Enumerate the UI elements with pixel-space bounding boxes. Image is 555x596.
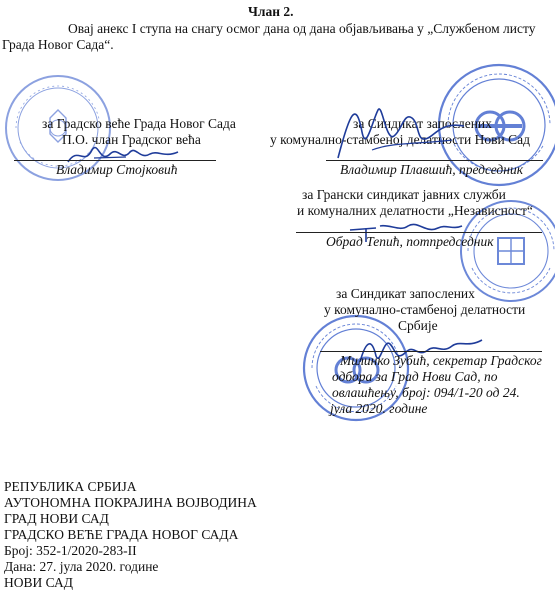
- branch-union-role: и комуналних делатности „Независност“: [297, 203, 533, 218]
- union-serbia-signer-line3: овлашћењу, број: 094/1-20 од 24.: [332, 385, 520, 400]
- footer-council: ГРАДСКО ВЕЋЕ ГРАДА НОВОГ САДА: [4, 527, 239, 542]
- union-serbia-signer-line2: одбора за Град Нови Сад, по: [332, 369, 498, 384]
- article-heading: Члан 2.: [248, 4, 294, 19]
- union-serbia-role: у комунално-стамбеној делатности: [324, 302, 526, 317]
- union-communal-signer: Владимир Плавшић, председник: [340, 162, 524, 177]
- branch-union-label: за Грански синдикат јавних служби: [302, 187, 506, 202]
- city-council-signer: Владимир Стојковић: [56, 162, 178, 177]
- union-serbia-signature-line: [320, 351, 542, 352]
- article-paragraph-line1: Овај анекс I ступа на снагу осмог дана од дана објављивања у „Службеном листу: [68, 21, 536, 36]
- city-council-role: П.О. члан Градског већа: [62, 132, 201, 147]
- city-council-label: за Градско веће Града Новог Сада: [42, 116, 236, 131]
- footer-date: Дана: 27. јула 2020. године: [4, 559, 159, 574]
- union-communal-label: за Синдикат запослених: [353, 116, 492, 131]
- union-serbia-signer-line1: Милинко Зубић, секретар Градског: [340, 353, 542, 368]
- union-communal-signature-line: [326, 160, 543, 161]
- footer-block: [4, 479, 257, 591]
- footer-number: Број: 352-1/2020-283-II: [4, 543, 137, 558]
- union-serbia-signer-line4: јула 2020. године: [330, 401, 428, 416]
- footer-place: НОВИ САД: [4, 575, 73, 590]
- footer-province: АУТОНОМНА ПОКРАЈИНА ВОЈВОДИНА: [4, 495, 257, 510]
- article-paragraph-line2: Града Новог Сада“.: [2, 37, 114, 52]
- branch-union-signer: Обрад Тепић, потпредседник: [326, 234, 494, 249]
- branch-union-signature-line: [296, 232, 542, 233]
- union-serbia-country: Србије: [398, 318, 438, 333]
- footer-city: ГРАД НОВИ САД: [4, 511, 109, 526]
- union-communal-role: у комунално-стамбеној делатности Нови Сад: [270, 132, 530, 147]
- union-serbia-label: за Синдикат запослених: [336, 286, 475, 301]
- footer-country: РЕПУБЛИКА СРБИЈА: [4, 479, 137, 494]
- city-council-signature-line: [14, 160, 216, 161]
